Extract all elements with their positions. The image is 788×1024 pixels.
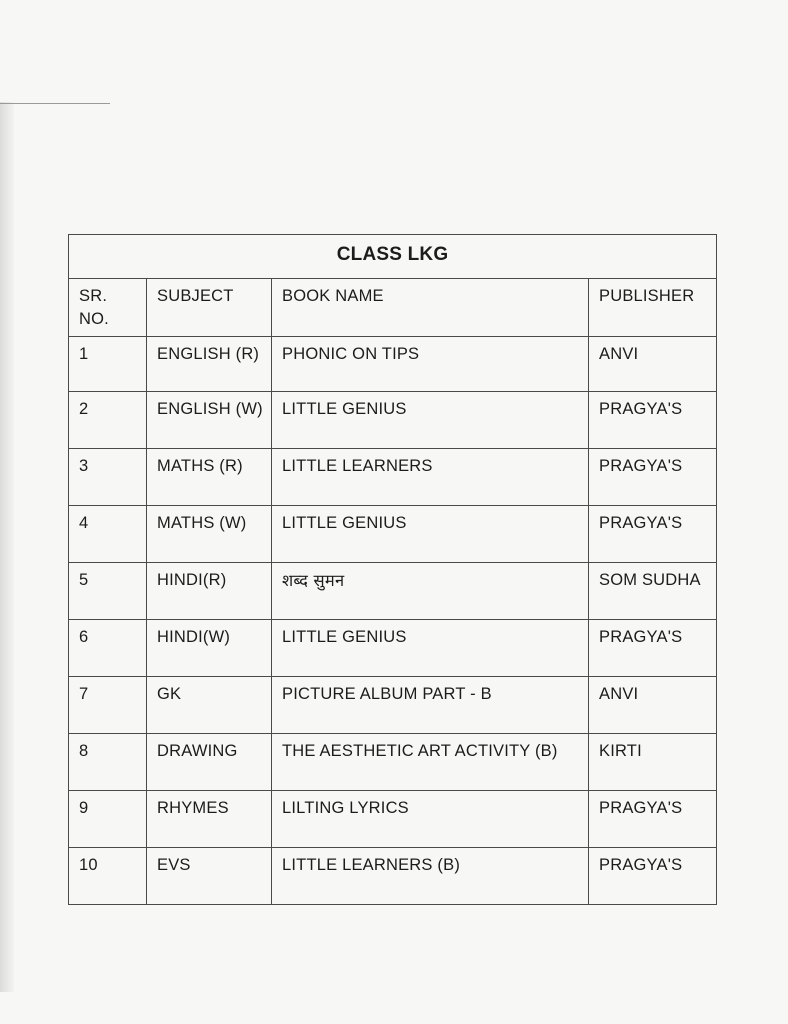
cell-book-name: LILTING LYRICS (272, 791, 589, 848)
table-row (69, 449, 717, 506)
cell-subject: HINDI(W) (147, 620, 272, 677)
cell-sr-no: 7 (69, 677, 147, 734)
cell-publisher: PRAGYA'S (589, 848, 717, 905)
cell-sr-no: 2 (69, 392, 147, 449)
header-publisher: PUBLISHER (589, 279, 717, 337)
book-list-table (68, 234, 717, 905)
table-row (69, 563, 717, 620)
table-row (69, 620, 717, 677)
table-title: CLASS LKG (69, 235, 717, 279)
cell-subject: HINDI(R) (147, 563, 272, 620)
cell-subject: GK (147, 677, 272, 734)
cell-book-name: LITTLE GENIUS (272, 506, 589, 563)
cell-book-name: LITTLE LEARNERS (B) (272, 848, 589, 905)
cell-publisher: ANVI (589, 337, 717, 392)
cell-sr-no: 1 (69, 337, 147, 392)
header-book-name: BOOK NAME (272, 279, 589, 337)
table-row (69, 734, 717, 791)
cell-book-name: PICTURE ALBUM PART - B (272, 677, 589, 734)
cell-publisher: PRAGYA'S (589, 449, 717, 506)
table-row (69, 392, 717, 449)
cell-publisher: PRAGYA'S (589, 620, 717, 677)
table-header-row (69, 279, 717, 337)
table-row (69, 337, 717, 392)
table-title-row (69, 235, 717, 279)
cell-sr-no: 10 (69, 848, 147, 905)
cell-book-name: शब्द सुमन (272, 563, 589, 620)
table-row (69, 677, 717, 734)
cell-publisher: PRAGYA'S (589, 392, 717, 449)
book-list-sheet (68, 234, 716, 905)
table-row (69, 506, 717, 563)
cell-publisher: SOM SUDHA (589, 563, 717, 620)
cell-publisher: ANVI (589, 677, 717, 734)
scan-edge-line (0, 103, 110, 104)
cell-publisher: PRAGYA'S (589, 791, 717, 848)
cell-subject: ENGLISH (R) (147, 337, 272, 392)
table-row (69, 791, 717, 848)
cell-subject: RHYMES (147, 791, 272, 848)
cell-book-name: THE AESTHETIC ART ACTIVITY (B) (272, 734, 589, 791)
cell-publisher: PRAGYA'S (589, 506, 717, 563)
cell-sr-no: 3 (69, 449, 147, 506)
page-edge-shadow (0, 102, 14, 992)
table-body (69, 337, 717, 905)
header-subject: SUBJECT (147, 279, 272, 337)
cell-book-name: LITTLE LEARNERS (272, 449, 589, 506)
cell-subject: MATHS (R) (147, 449, 272, 506)
cell-sr-no: 8 (69, 734, 147, 791)
cell-book-name: LITTLE GENIUS (272, 392, 589, 449)
cell-subject: ENGLISH (W) (147, 392, 272, 449)
cell-book-name: PHONIC ON TIPS (272, 337, 589, 392)
cell-sr-no: 6 (69, 620, 147, 677)
cell-publisher: KIRTI (589, 734, 717, 791)
cell-book-name: LITTLE GENIUS (272, 620, 589, 677)
cell-sr-no: 9 (69, 791, 147, 848)
cell-subject: EVS (147, 848, 272, 905)
cell-subject: MATHS (W) (147, 506, 272, 563)
cell-sr-no: 4 (69, 506, 147, 563)
cell-sr-no: 5 (69, 563, 147, 620)
header-sr-no: SR. NO. (69, 279, 147, 337)
cell-subject: DRAWING (147, 734, 272, 791)
table-row (69, 848, 717, 905)
